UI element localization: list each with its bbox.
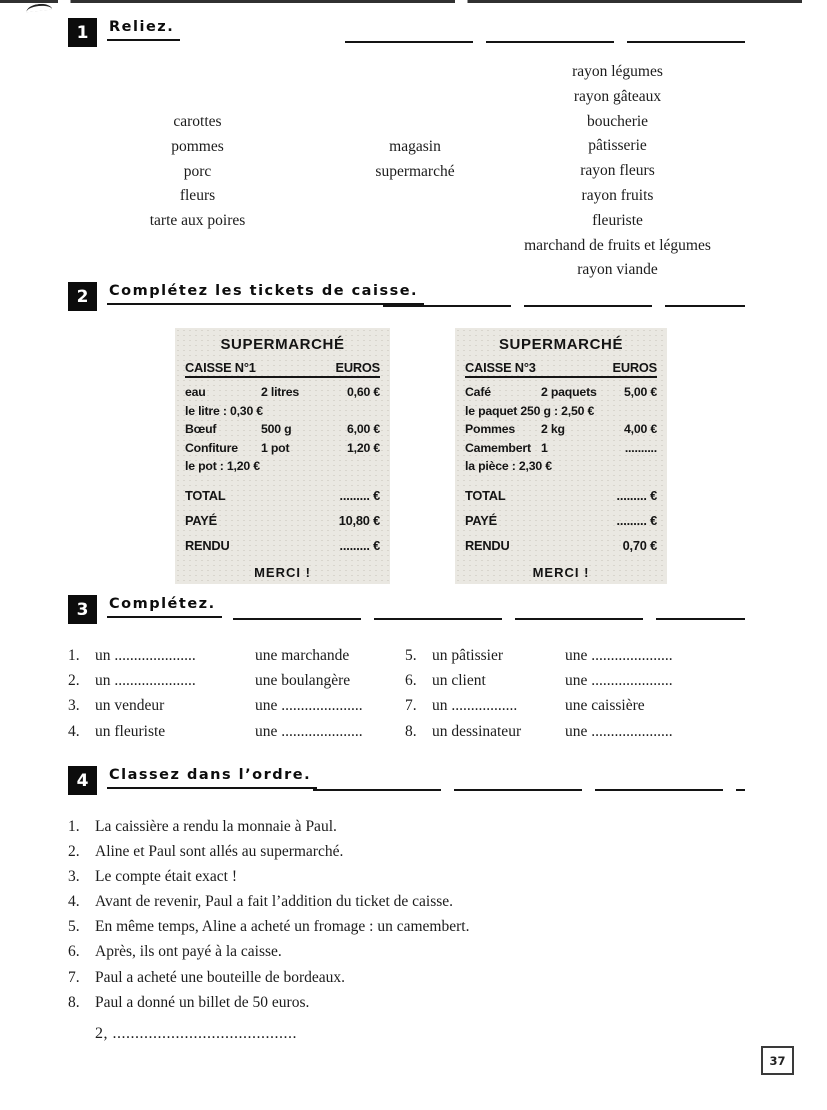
- match-word[interactable]: tarte aux poires: [149, 212, 246, 230]
- receipt-line: [465, 439, 657, 458]
- item-unit-price: la pièce : 2,30 €: [465, 459, 552, 474]
- matching-words-area: [68, 60, 745, 288]
- matching-left-column: [90, 110, 305, 234]
- item-number: 6.: [405, 672, 417, 690]
- item-unit-price: le litre : 0,30 €: [185, 403, 263, 418]
- item-unit-price: le paquet 250 g : 2,50 €: [465, 403, 595, 418]
- item-number: 1.: [68, 818, 80, 835]
- item-name: Pommes: [465, 422, 516, 437]
- receipt-store-name: SUPERMARCHÉ: [220, 336, 345, 353]
- receipt-rendu-row: [185, 537, 380, 554]
- fill-in-grid: [68, 643, 745, 744]
- item-number: 8.: [405, 722, 417, 740]
- header-rule: [313, 789, 745, 792]
- exercise-3: [68, 595, 745, 744]
- item-qty: 2 paquets: [541, 385, 597, 399]
- paye-value: 10,80 €: [338, 512, 380, 528]
- feminine-word: une marchande: [255, 647, 350, 664]
- sentence: Après, ils ont payé à la caisse.: [95, 943, 282, 961]
- match-word[interactable]: carottes: [173, 113, 222, 130]
- receipt-line: [185, 439, 380, 458]
- item-number: 2.: [68, 672, 80, 690]
- total-value-blank[interactable]: ......... €: [616, 487, 657, 503]
- receipt-footer: MERCI !: [532, 564, 590, 580]
- exercise-title: Complétez les tickets de caisse.: [107, 283, 424, 305]
- exercise-number-badge: 3: [68, 595, 97, 624]
- match-word[interactable]: porc: [183, 162, 212, 180]
- receipt-currency-label: EUROS: [612, 360, 657, 375]
- item-name: Bœuf: [185, 422, 217, 437]
- exercise-4-header: [68, 766, 745, 800]
- exercise-title: Reliez.: [107, 19, 180, 41]
- ordering-item: [68, 814, 745, 839]
- item-price: 1,20 €: [347, 440, 380, 455]
- item-qty: 500 g: [261, 422, 292, 437]
- exercise-2-header: [68, 282, 745, 316]
- rendu-value-blank[interactable]: ......... €: [339, 537, 380, 553]
- masculine-blank[interactable]: un .....................: [95, 647, 196, 664]
- total-label: TOTAL: [465, 487, 506, 503]
- item-name: eau: [185, 385, 206, 399]
- masculine-blank[interactable]: un .....................: [95, 672, 196, 690]
- receipt-total-row: [185, 487, 380, 504]
- receipt-caisse-row: [465, 360, 657, 378]
- item-number: 2.: [68, 843, 80, 861]
- masculine-word: un dessinateur: [432, 722, 522, 740]
- receipt-caisse-label: CAISSE N°1: [185, 360, 256, 375]
- receipt-currency-label: EUROS: [335, 360, 380, 375]
- receipt-rendu-row: [465, 537, 657, 554]
- sentence: En même temps, Aline a acheté un fromage : un camembert.: [95, 918, 470, 936]
- rendu-value: 0,70 €: [622, 537, 657, 553]
- header-rule: [233, 618, 745, 621]
- item-price: 0,60 €: [347, 385, 380, 399]
- receipt-subline: [185, 402, 380, 421]
- exercise-1-header: [68, 18, 745, 52]
- item-qty: 1: [541, 440, 548, 455]
- ordering-item: [68, 965, 745, 990]
- sentence: Paul a acheté une bouteille de bordeaux.: [95, 968, 346, 986]
- feminine-blank[interactable]: une .....................: [255, 697, 363, 715]
- masculine-word: un pâtissier: [432, 647, 504, 664]
- ordering-list: [68, 814, 745, 1015]
- feminine-blank[interactable]: une .....................: [565, 672, 673, 690]
- item-name: Camembert: [465, 440, 531, 455]
- exercise-title: Complétez.: [107, 596, 222, 618]
- item-qty: 2 kg: [541, 422, 565, 437]
- fill-in-left-block: [68, 643, 405, 744]
- item-price: 4,00 €: [624, 422, 657, 437]
- fill-in-right-block: [405, 643, 745, 744]
- receipt-paye-row: [465, 512, 657, 529]
- receipt-line: [185, 420, 380, 439]
- exercise-number-badge: 4: [68, 766, 97, 795]
- scan-corner-mark: [26, 3, 53, 13]
- item-number: 1.: [68, 647, 80, 664]
- header-rule: [345, 41, 745, 44]
- item-number: 8.: [68, 993, 80, 1011]
- match-word[interactable]: fleuriste: [592, 211, 643, 229]
- receipt-subline: [465, 457, 657, 476]
- item-number: 3.: [68, 868, 80, 886]
- receipt-caisse-row: [185, 360, 380, 378]
- match-word[interactable]: rayon fruits: [581, 186, 654, 204]
- receipt-store-name: SUPERMARCHÉ: [498, 336, 624, 353]
- exercise-4: [68, 766, 745, 1046]
- ordering-item: [68, 914, 745, 939]
- feminine-word: une caissière: [565, 697, 645, 715]
- feminine-word: une boulangère: [255, 672, 351, 690]
- masculine-word: un fleuriste: [95, 722, 166, 740]
- paye-label: PAYÉ: [465, 512, 497, 528]
- exercise-1: [68, 18, 745, 288]
- ordering-item: [68, 839, 745, 864]
- sentence: La caissière a rendu la monnaie à Paul.: [95, 818, 337, 835]
- matching-right-column: [465, 60, 770, 283]
- paye-value-blank[interactable]: ......... €: [616, 512, 657, 528]
- item-number: 6.: [68, 943, 80, 961]
- item-price: 5,00 €: [624, 385, 657, 399]
- item-number: 7.: [405, 697, 417, 715]
- masculine-blank[interactable]: un .................: [432, 697, 518, 715]
- ordering-item: [68, 864, 745, 889]
- exercise-number-badge: 2: [68, 282, 97, 311]
- receipt-lines: [185, 383, 380, 476]
- header-rule: [383, 305, 745, 308]
- rendu-label: RENDU: [465, 537, 510, 553]
- receipt-subline: [185, 457, 380, 476]
- match-word[interactable]: pommes: [171, 137, 224, 155]
- rendu-label: RENDU: [185, 537, 230, 553]
- item-number: 5.: [405, 647, 417, 664]
- receipt-caisse-3: [455, 328, 667, 584]
- feminine-blank[interactable]: une .....................: [565, 722, 673, 740]
- receipt-footer: MERCI !: [254, 564, 311, 580]
- item-number: 3.: [68, 697, 80, 715]
- receipt-line: [465, 420, 657, 439]
- sentence: Aline et Paul sont allés au supermarché.: [95, 843, 344, 861]
- match-word[interactable]: pâtisserie: [588, 137, 647, 155]
- paye-label: PAYÉ: [185, 512, 217, 528]
- match-word[interactable]: rayon fleurs: [580, 162, 655, 180]
- item-price: 6,00 €: [347, 422, 380, 437]
- item-number: 4.: [68, 893, 80, 911]
- exercise-3-header: [68, 595, 745, 629]
- ordering-item: [68, 939, 745, 964]
- receipt-caisse-label: CAISSE N°3: [465, 360, 536, 375]
- item-number: 7.: [68, 968, 80, 986]
- match-word[interactable]: rayon gâteaux: [573, 87, 662, 105]
- item-number: 5.: [68, 918, 80, 936]
- item-number: 4.: [68, 722, 80, 740]
- item-name: Confiture: [185, 440, 238, 455]
- sentence: Le compte était exact !: [95, 868, 238, 886]
- exercise-title: Classez dans l’ordre.: [107, 767, 317, 789]
- exercise-2: [68, 282, 745, 600]
- total-label: TOTAL: [185, 487, 226, 503]
- item-name: Café: [465, 385, 491, 399]
- ordering-item: [68, 990, 745, 1015]
- answer-blank-line[interactable]: 2, .........................................: [95, 1024, 297, 1042]
- match-word[interactable]: supermarché: [375, 162, 455, 180]
- item-qty: 2 litres: [261, 385, 300, 399]
- exercise-number-badge: 1: [68, 18, 97, 47]
- receipt-paye-row: [185, 512, 380, 529]
- scan-edge-artifact: [0, 0, 827, 3]
- receipt-total-row: [465, 487, 657, 504]
- sentence: Avant de revenir, Paul a fait l’addition du ticket de caisse.: [95, 893, 454, 911]
- item-qty: 1 pot: [261, 440, 290, 455]
- receipt-subline: [465, 402, 657, 421]
- receipt-line: [465, 383, 657, 402]
- receipt-line: [185, 383, 380, 402]
- match-word[interactable]: boucherie: [586, 112, 649, 130]
- match-word[interactable]: magasin: [389, 138, 441, 155]
- match-word[interactable]: rayon légumes: [572, 63, 663, 80]
- receipt-lines: [465, 383, 657, 476]
- receipt-caisse-1: [175, 328, 390, 584]
- item-price-blank[interactable]: ..........: [624, 440, 657, 455]
- feminine-blank[interactable]: une .....................: [565, 647, 673, 664]
- match-word[interactable]: rayon viande: [577, 261, 658, 279]
- masculine-word: un vendeur: [95, 697, 165, 715]
- receipts-area: [68, 328, 745, 600]
- total-value-blank[interactable]: ......... €: [339, 487, 380, 503]
- item-unit-price: le pot : 1,20 €: [185, 459, 260, 474]
- masculine-word: un client: [432, 672, 486, 690]
- ordering-item: [68, 889, 745, 914]
- page-number: 37: [761, 1046, 794, 1075]
- sentence: Paul a donné un billet de 50 euros.: [95, 993, 310, 1011]
- match-word[interactable]: marchand de fruits et légumes: [524, 236, 711, 254]
- match-word[interactable]: fleurs: [179, 187, 216, 205]
- feminine-blank[interactable]: une .....................: [255, 722, 363, 740]
